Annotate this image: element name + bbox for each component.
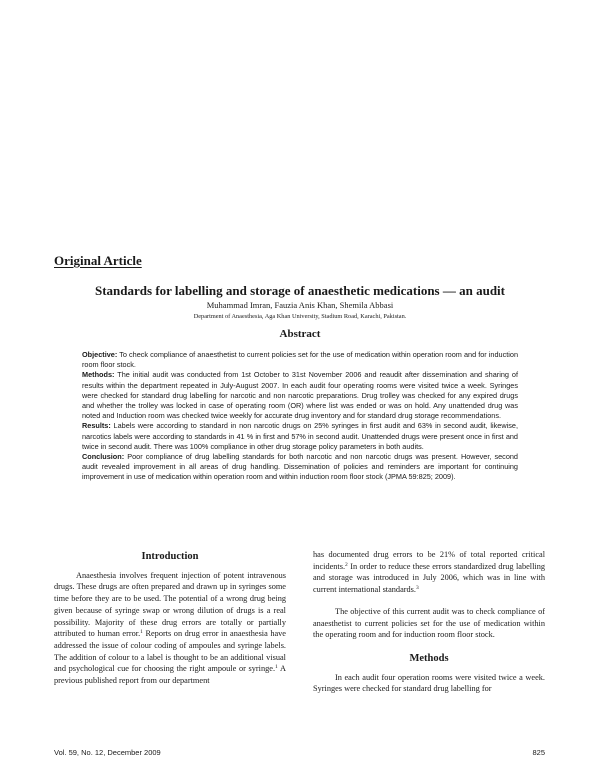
abstract-conclusion [82,452,518,483]
citation: 2 [345,561,348,568]
methods-label: Methods: [82,370,115,380]
article-title: Standards for labelling and storage of anaesthetic medications — an audit [94,283,505,298]
citation: 3 [415,585,419,592]
intro-p2-text-a: has documented drug errors to be 21% of total reported critical incidents. [313,550,545,571]
citation: 1 [140,629,143,636]
methods-heading: Methods [409,652,449,664]
conclusion-text: Poor compliance of drug labelling standards for both narcotic and non narcotic drugs was present. However, second audit revealed improvement in all areas of drug handling. Dissemination of policies and reminders are important for continuing improvement in use of medication within operation room and within induction room floor stock (JPMA 59:825; 2009). [82,452,518,482]
abstract-objective [82,350,518,370]
intro-p1-text-a: Anaesthesia involves frequent injection of potent intravenous drugs. These drugs are often prepared and drawn up in syringes some time before they are to be used. The potential of a wrong drug being given because of syringe swap or wrong dilution of drugs is a real possibility. Majority of these drug errors are totally or partially attributed to human error. [54,570,286,639]
conclusion-label: Conclusion: [82,452,125,462]
right-column [313,551,545,695]
authors: Muhammad Imran, Fauzia Anis Khan, Shemila Abbasi [206,300,394,310]
abstract-body [82,350,518,483]
abstract-methods [82,370,518,421]
affiliation: Department of Anaesthesia, Aga Khan University, Stadium Road, Karachi, Pakistan. [193,313,407,320]
abstract-results [82,421,518,452]
introduction-paragraph-1-continued [313,549,545,596]
section-label: Original Article [54,253,142,268]
results-text: Labels were according to standard in non narcotic drugs on 25% syringes in first audit and 63% in second audit, likewise, narcotics labels were according to standards in 41 % in first and 57% in second audit. Unattended drugs were present once in first and twice in second audit. There was 100% compliance in other drug storage policy parameters in both audits. [82,421,518,451]
methods-paragraph-1: In each audit four operation rooms were visited twice a week. Syringes were checked for standard drug labelling for [313,672,545,694]
introduction-paragraph-1 [54,570,286,687]
citation: 1 [275,664,278,671]
footer-volume: Vol. 59, No. 12, December 2009 [54,748,161,757]
abstract-heading: Abstract [279,328,321,340]
objective-label: Objective: [82,350,118,359]
methods-text: The initial audit was conducted from 1st October to 31st November 2006 and reaudit after dissemination and sharing of results within the department repeated in July-August 2007. In each audit four operating rooms were visited twice a week. Syringes were checked for standard drug labelling for narcotic and non narcotic preparations. Drug trolley was checked for any expired drugs and whether the trolley was locked in case of operating room (OR) where list was ended or was on hold. Any unattended drug was noted and Induction room was checked twice weekly for accurate drug inventory and for standard drug storage recommendations. [82,370,518,421]
left-column [54,551,286,687]
intro-p2-text-b: In order to reduce these errors standardized drug labelling and storage was introduced in July 2006, which was in line with current international standards. [313,561,545,595]
introduction-heading: Introduction [141,551,199,562]
introduction-paragraph-2: The objective of this current audit was to check compliance of anaesthetist to current policies set for the use of medication within the operating room and for induction room floor stock. [313,606,545,640]
intro-p1-text-b: Reports on drug error in anaesthesia have addressed the issue of colour coding of ampoules and syringe labels. The addition of colour to a label is thought to be an additional visual and psychological cue for choosing the right ampoule or syringe. [54,629,286,674]
objective-text: To check compliance of anaesthetist to current policies set for the use of medication within operation room and for induction room floor stock. [82,350,518,370]
footer-page-number: 825 [532,748,545,757]
intro-p1-text-c: A previous published report from our department [54,664,287,686]
results-label: Results: [82,421,111,431]
